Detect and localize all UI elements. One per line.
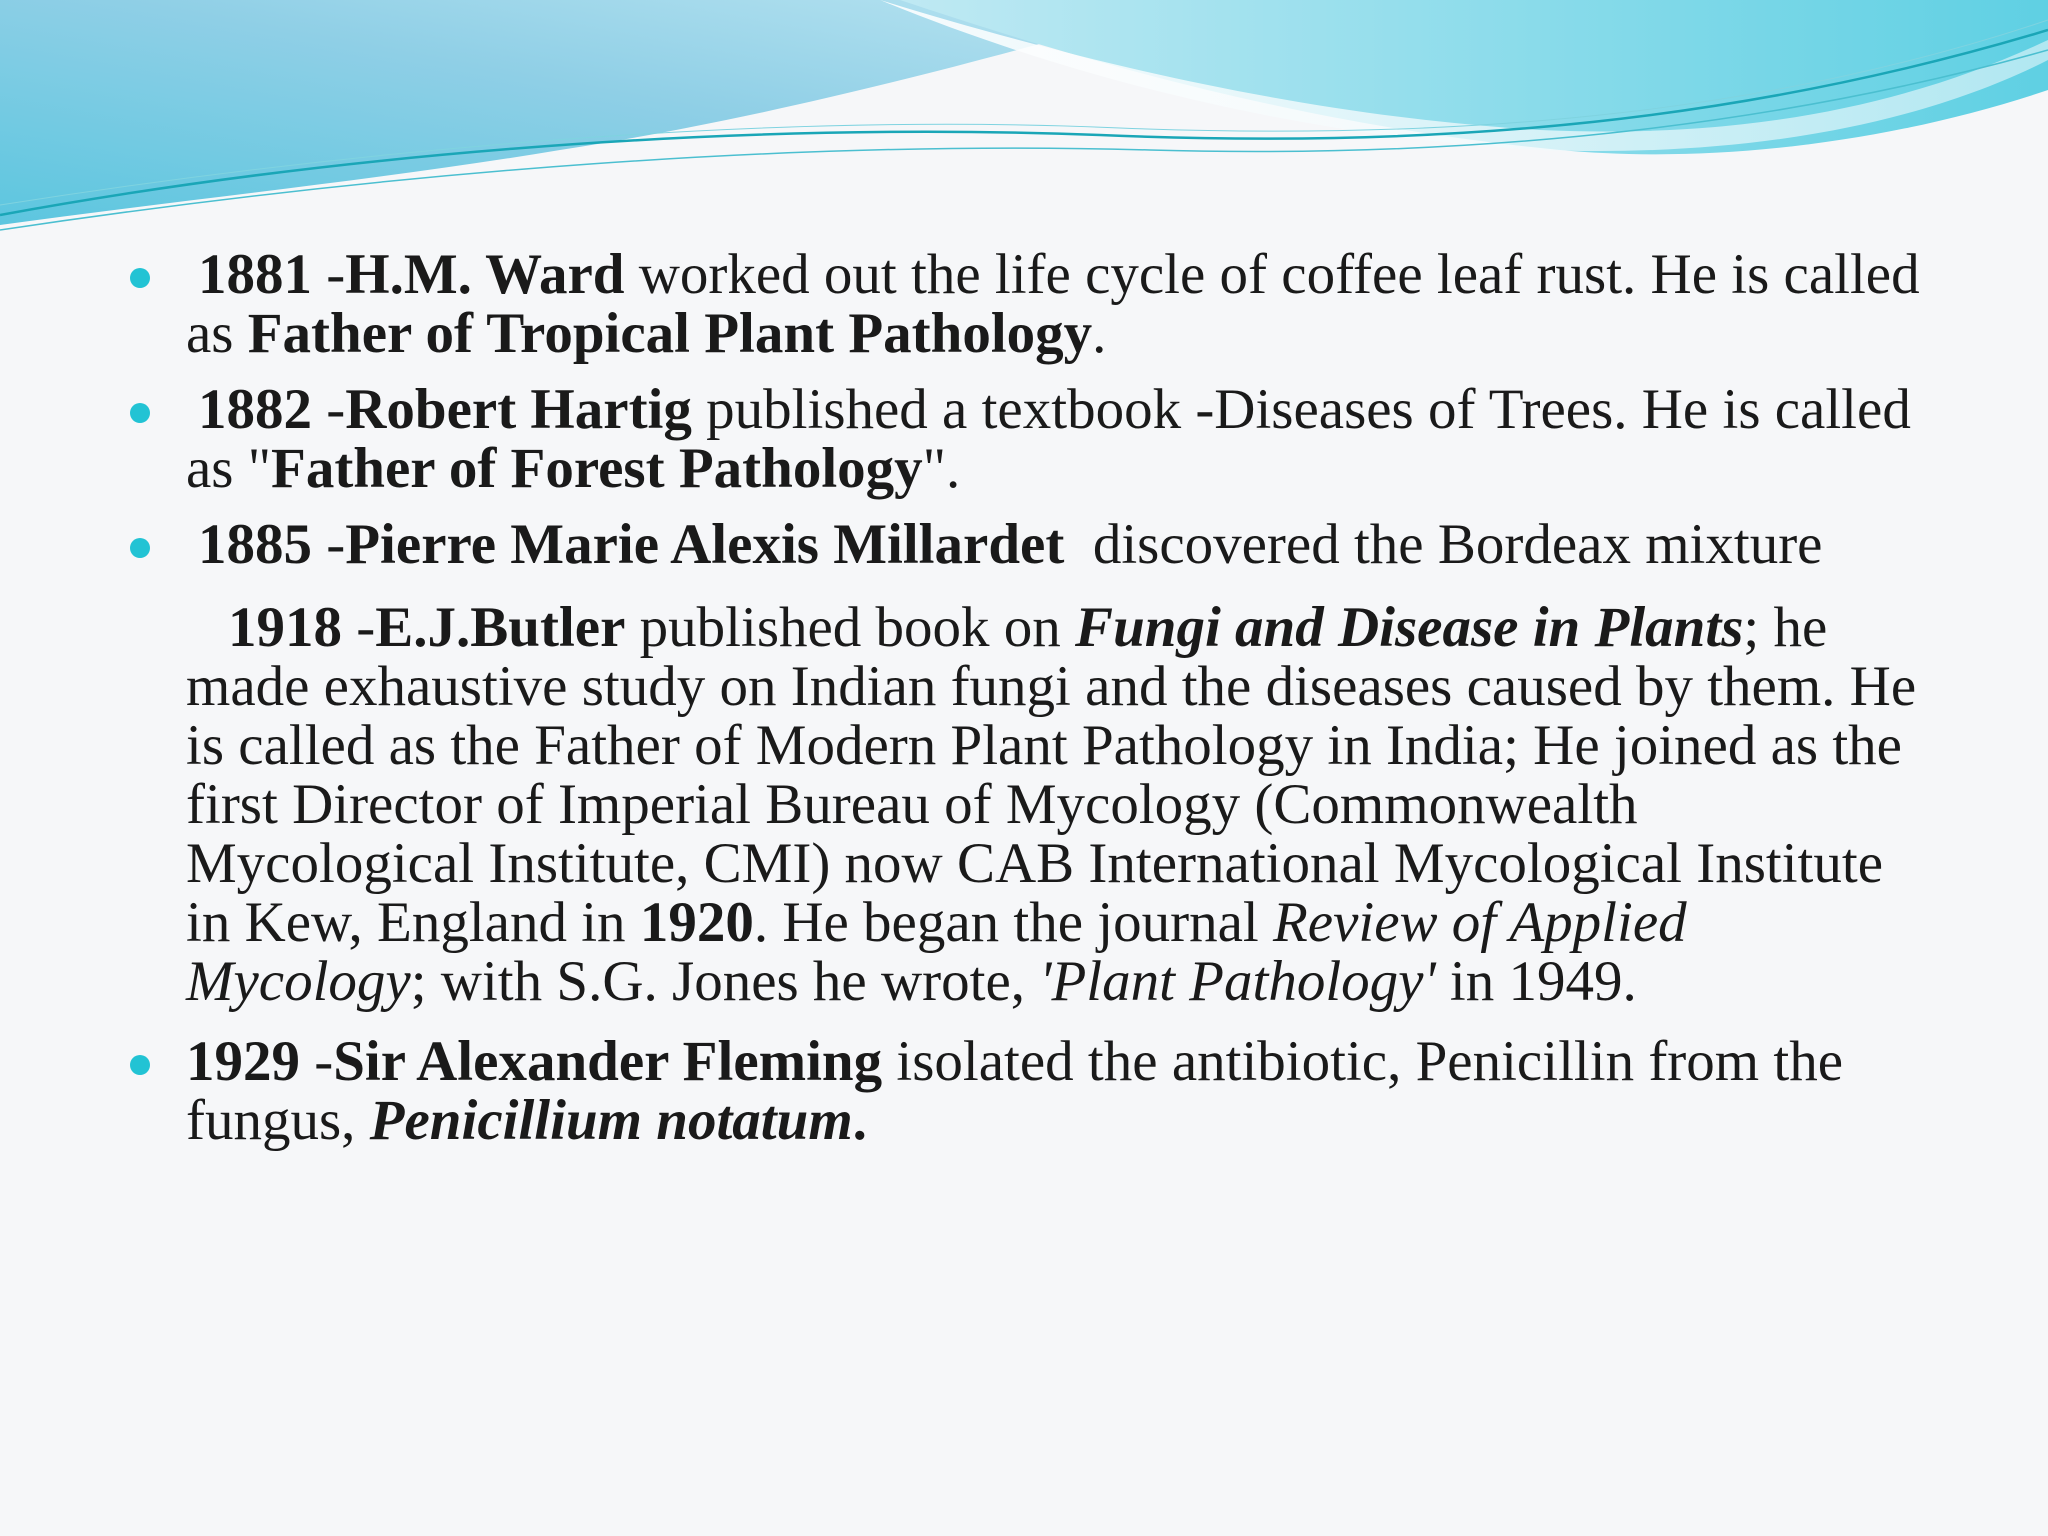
- honorific-title: Father of Tropical Plant Pathology: [247, 302, 1093, 365]
- separator: -: [312, 378, 346, 441]
- person-name: Robert Hartig: [345, 378, 692, 441]
- description: isolated the antibiotic, Penicillin from the fungus,: [186, 1030, 1844, 1152]
- description-5: in 1949.: [1435, 950, 1637, 1013]
- header-wave-decoration: [0, 0, 2048, 260]
- year: 1882: [198, 378, 312, 441]
- bullet-icon: [130, 403, 150, 423]
- journal-title: Review of Applied Mycology: [186, 891, 1687, 1013]
- description-4: ; with S.G. Jones he wrote,: [410, 950, 1040, 1013]
- description: published a textbook -Diseases of Trees. He is called as ": [186, 378, 1911, 500]
- bullet-icon: [130, 1055, 150, 1075]
- description-3: . He began the journal: [753, 891, 1273, 954]
- book-title-2: 'Plant Pathology': [1039, 950, 1436, 1013]
- separator: -: [312, 243, 346, 306]
- description: published book on: [625, 596, 1076, 659]
- description-end: ".: [922, 437, 961, 500]
- person-name: E.J.Butler: [375, 596, 626, 659]
- year: 1885: [198, 513, 312, 576]
- list-item-1882: [130, 380, 1920, 498]
- person-name: Sir Alexander Fleming: [333, 1030, 883, 1093]
- year: 1918: [228, 596, 342, 659]
- person-name: H.M. Ward: [345, 243, 625, 306]
- separator: -: [342, 596, 376, 659]
- list-item-1929: [130, 1032, 1920, 1150]
- bullet-icon: [130, 538, 150, 558]
- description-2: ; he made exhaustive study on Indian fungi and the diseases caused by them. He is called as the Father of Modern Plant Pathology in India; He joined as the first Director of Imperial Bureau of Mycology (Commonwealth Mycological Institute, CMI) now CAB International Mycological Institute in Kew, England in: [186, 596, 1917, 954]
- separator: -: [300, 1030, 334, 1093]
- list-item-1918: [130, 598, 1920, 1011]
- book-title: Fungi and Disease in Plants: [1075, 596, 1744, 659]
- description: discovered the Bordeax mixture: [1064, 513, 1823, 576]
- description-end: .: [1092, 302, 1107, 365]
- separator: -: [312, 513, 346, 576]
- description: worked out the life cycle of coffee leaf rust. He is called as: [186, 243, 1920, 365]
- description-end: .: [852, 1089, 867, 1152]
- year-1920: 1920: [639, 891, 754, 954]
- year: 1881: [198, 243, 312, 306]
- list-item-1881: [130, 245, 1920, 363]
- list-item-1885: [130, 515, 1920, 574]
- slide-body: [130, 245, 1920, 1167]
- honorific-title: Father of Forest Pathology: [271, 437, 923, 500]
- bullet-icon: [130, 268, 150, 288]
- year: 1929: [186, 1030, 300, 1093]
- person-name: Pierre Marie Alexis Millardet: [345, 513, 1065, 576]
- species-name: Penicillium notatum: [369, 1089, 853, 1152]
